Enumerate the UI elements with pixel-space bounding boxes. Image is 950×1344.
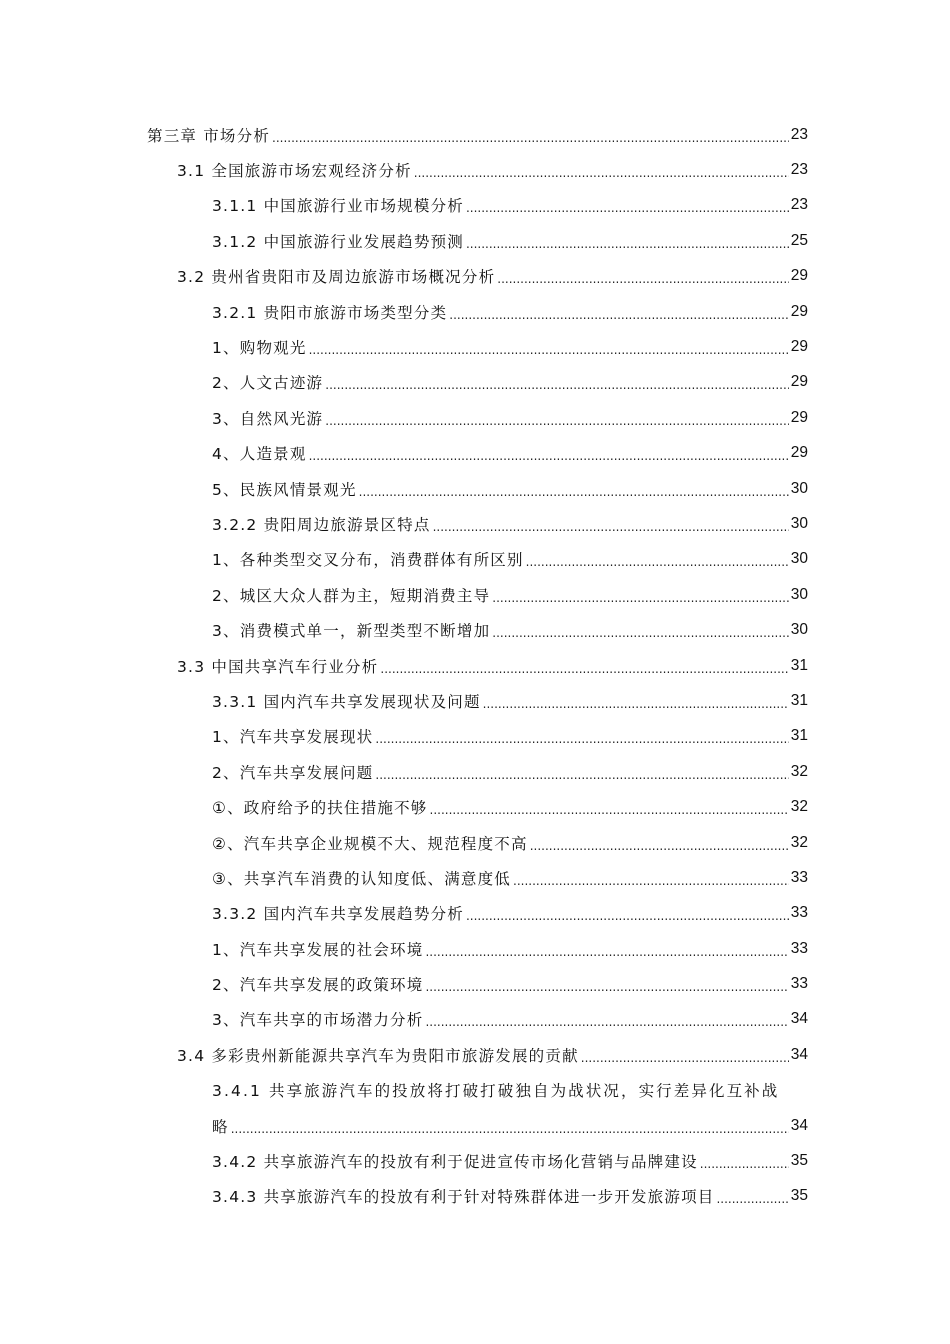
toc-entry-page-number: 32	[790, 762, 808, 780]
toc-entry[interactable]	[0, 860, 950, 895]
toc-entry-page-number: 33	[790, 904, 808, 922]
toc-entry-title: 1、汽车共享发展现状	[212, 728, 374, 747]
dot-leader	[325, 411, 788, 429]
dot-leader	[272, 128, 789, 146]
toc-entry[interactable]	[0, 329, 950, 364]
toc-entry[interactable]	[0, 506, 950, 541]
toc-entry-title: 3、汽车共享的市场潜力分析	[212, 1011, 424, 1030]
toc-entry-title: 3.1 全国旅游市场宏观经济分析	[177, 162, 412, 181]
dot-leader	[466, 234, 789, 252]
dot-leader	[492, 623, 788, 641]
toc-entry-title: 1、购物观光	[212, 339, 307, 358]
dot-leader	[325, 375, 788, 393]
dot-leader	[526, 552, 789, 570]
toc-entry-page-number: 30	[790, 550, 808, 568]
toc-entry-title: 3.3.2 国内汽车共享发展趋势分析	[212, 905, 464, 924]
dot-leader	[359, 482, 789, 500]
toc-entry[interactable]	[0, 1073, 950, 1108]
toc-entry-page-number: 29	[790, 444, 808, 462]
toc-entry[interactable]	[0, 471, 950, 506]
toc-entry-title: 3.4.1 共享旅游汽车的投放将打破打破独自为战状况，实行差异化互补战	[212, 1082, 780, 1101]
toc-entry[interactable]	[0, 754, 950, 789]
dot-leader	[483, 694, 789, 712]
dot-leader	[309, 446, 789, 464]
toc-entry-page-number: 29	[790, 267, 808, 285]
toc-entry[interactable]	[0, 789, 950, 824]
toc-entry[interactable]	[0, 825, 950, 860]
toc-entry[interactable]	[0, 188, 950, 223]
toc-entry-page-number: 23	[790, 196, 808, 214]
dot-leader	[497, 269, 788, 287]
toc-entry[interactable]	[0, 152, 950, 187]
toc-entry[interactable]	[0, 966, 950, 1001]
toc-entry-title: 5、民族风情景观光	[212, 480, 357, 499]
toc-entry[interactable]	[0, 1108, 950, 1143]
dot-leader	[513, 871, 789, 889]
toc-entry[interactable]	[0, 400, 950, 435]
toc-entry[interactable]	[0, 931, 950, 966]
toc-entry-title: 1、汽车共享发展的社会环境	[212, 940, 424, 959]
toc-entry-title: 3.4 多彩贵州新能源共享汽车为贵阳市旅游发展的贡献	[177, 1046, 579, 1065]
toc-entry-page-number: 29	[790, 302, 808, 320]
toc-entry-title: 3.4.2 共享旅游汽车的投放有利于促进宣传市场化营销与品牌建设	[212, 1153, 698, 1172]
toc-entry-title: 2、人文古迹游	[212, 374, 324, 393]
dot-leader	[231, 1119, 789, 1137]
table-of-contents	[0, 117, 950, 1214]
dot-leader	[375, 729, 788, 747]
toc-entry-page-number: 35	[790, 1187, 808, 1205]
toc-entry-title: 2、城区大众人群为主，短期消费主导	[212, 586, 491, 605]
dot-leader	[380, 659, 788, 677]
toc-entry-title: 第三章 市场分析	[147, 126, 271, 145]
toc-entry-title: 2、汽车共享发展问题	[212, 763, 374, 782]
dot-leader	[425, 1012, 788, 1030]
dot-leader	[425, 977, 788, 995]
toc-entry[interactable]	[0, 223, 950, 258]
toc-entry[interactable]	[0, 365, 950, 400]
dot-leader	[581, 1048, 789, 1066]
toc-entry-title: 3、自然风光游	[212, 409, 324, 428]
toc-entry-page-number: 30	[790, 479, 808, 497]
dot-leader	[700, 1154, 789, 1172]
toc-entry[interactable]	[0, 1037, 950, 1072]
toc-entry-page-number: 25	[790, 231, 808, 249]
toc-entry-title: 3.2 贵州省贵阳市及周边旅游市场概况分析	[177, 268, 496, 287]
toc-entry[interactable]	[0, 1179, 950, 1214]
toc-entry-title: 3.2.2 贵阳周边旅游景区特点	[212, 515, 431, 534]
toc-entry-page-number: 33	[790, 939, 808, 957]
toc-entry[interactable]	[0, 294, 950, 329]
dot-leader	[492, 588, 788, 606]
toc-entry-page-number: 32	[790, 798, 808, 816]
toc-entry-page-number: 31	[790, 656, 808, 674]
toc-entry-title: 2、汽车共享发展的政策环境	[212, 976, 424, 995]
toc-entry-page-number: 29	[790, 373, 808, 391]
toc-entry-title: 3.1.2 中国旅游行业发展趋势预测	[212, 232, 464, 251]
toc-entry[interactable]	[0, 117, 950, 152]
dot-leader	[309, 340, 789, 358]
toc-entry-title: 3.3.1 国内汽车共享发展现状及问题	[212, 692, 481, 711]
toc-entry-page-number: 23	[790, 125, 808, 143]
toc-entry-title: 3.3 中国共享汽车行业分析	[177, 657, 379, 676]
toc-entry-page-number: 34	[790, 1010, 808, 1028]
toc-entry-title: 3.4.3 共享旅游汽车的投放有利于针对特殊群体进一步开发旅游项目	[212, 1188, 715, 1207]
toc-entry-page-number: 31	[790, 691, 808, 709]
dot-leader	[375, 765, 788, 783]
toc-entry-title: 3.1.1 中国旅游行业市场规模分析	[212, 197, 464, 216]
dot-leader	[430, 800, 789, 818]
toc-entry[interactable]	[0, 612, 950, 647]
toc-entry-page-number: 33	[790, 975, 808, 993]
toc-entry-page-number: 23	[790, 161, 808, 179]
toc-entry[interactable]	[0, 648, 950, 683]
dot-leader	[449, 305, 788, 323]
toc-entry-title: ①、政府给予的扶住措施不够	[212, 799, 428, 818]
toc-entry-title: 1、各种类型交叉分布，消费群体有所区别	[212, 551, 524, 570]
toc-entry-page-number: 33	[790, 868, 808, 886]
toc-entry[interactable]	[0, 577, 950, 612]
toc-entry-page-number: 30	[790, 514, 808, 532]
toc-entry[interactable]	[0, 436, 950, 471]
dot-leader	[530, 836, 789, 854]
dot-leader	[425, 942, 788, 960]
toc-entry-title: 略	[212, 1117, 229, 1136]
dot-leader	[466, 906, 789, 924]
toc-entry-page-number: 30	[790, 621, 808, 639]
toc-entry-title: ②、汽车共享企业规模不大、规范程度不高	[212, 834, 528, 853]
toc-entry-page-number: 32	[790, 833, 808, 851]
toc-entry-title: 3.2.1 贵阳市旅游市场类型分类	[212, 303, 448, 322]
toc-entry-page-number: 34	[790, 1116, 808, 1134]
toc-entry[interactable]	[0, 1143, 950, 1178]
toc-entry-page-number: 34	[790, 1045, 808, 1063]
dot-leader	[414, 163, 789, 181]
toc-entry[interactable]	[0, 542, 950, 577]
toc-entry-title: ③、共享汽车消费的认知度低、满意度低	[212, 869, 511, 888]
toc-entry-title: 3、消费模式单一，新型类型不断增加	[212, 622, 491, 641]
toc-entry[interactable]	[0, 719, 950, 754]
dot-leader	[466, 198, 789, 216]
toc-entry[interactable]	[0, 896, 950, 931]
toc-entry-page-number: 29	[790, 408, 808, 426]
toc-entry-page-number: 35	[790, 1152, 808, 1170]
dot-leader	[716, 1189, 788, 1207]
toc-entry[interactable]	[0, 259, 950, 294]
toc-entry-title: 4、人造景观	[212, 445, 307, 464]
toc-entry-page-number: 29	[790, 338, 808, 356]
toc-entry[interactable]	[0, 683, 950, 718]
toc-entry[interactable]	[0, 1002, 950, 1037]
toc-entry-page-number: 30	[790, 585, 808, 603]
toc-entry-page-number: 31	[790, 727, 808, 745]
dot-leader	[433, 517, 789, 535]
